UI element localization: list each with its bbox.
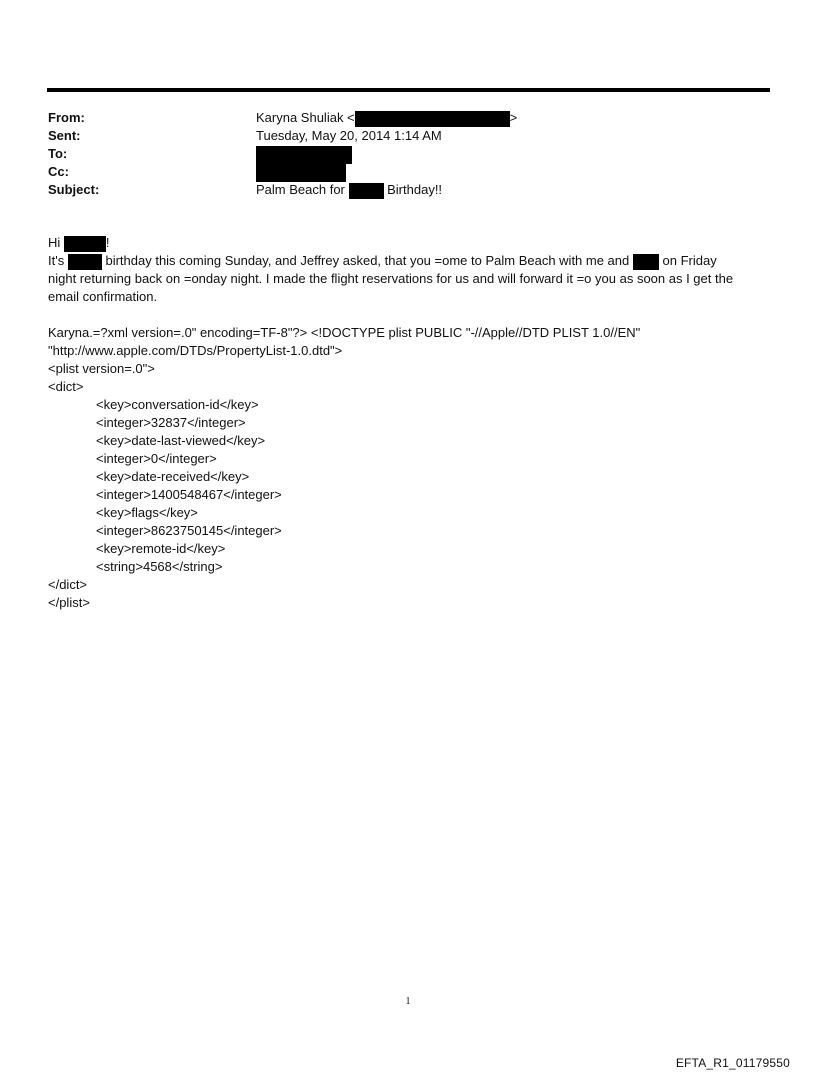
redaction-from-email: [355, 111, 510, 127]
greeting-suffix: !: [105, 235, 110, 250]
to-value: [256, 145, 352, 164]
redaction-to: [256, 146, 352, 164]
document-id: EFTA_R1_01179550: [675, 1056, 790, 1070]
xml-dtd: "http://www.apple.com/DTDs/PropertyList-1.0.dtd">: [48, 343, 343, 358]
dict-entry: <integer>8623750145</integer>: [96, 523, 282, 538]
dict-entry: <key>date-received</key>: [96, 469, 250, 484]
redaction-line1-b: [633, 254, 659, 270]
page-number: 1: [405, 996, 411, 1007]
dict-entry: <key>remote-id</key>: [96, 541, 226, 556]
dict-entry: <integer>32837</integer>: [96, 415, 246, 430]
dict-entry: <integer>1400548467</integer>: [96, 487, 282, 502]
subject-prefix: Palm Beach for: [256, 182, 345, 197]
subject-label: Subject:: [48, 182, 100, 197]
redaction-subject: [349, 183, 384, 199]
dict-entry: <integer>0</integer>: [96, 451, 217, 466]
from-close: >: [509, 110, 518, 125]
dict-entry: <key>date-last-viewed</key>: [96, 433, 266, 448]
dict-open: <dict>: [48, 379, 84, 394]
redaction-greeting: [64, 236, 106, 252]
from-name: Karyna Shuliak <: [256, 110, 355, 125]
blank-line: [48, 306, 770, 324]
cc-value: [256, 163, 346, 182]
redaction-cc: [256, 164, 346, 182]
header-rule: [47, 88, 770, 92]
greeting-line: [48, 234, 770, 252]
dict-entry: <key>flags</key>: [96, 505, 198, 520]
line1-prefix: It's: [48, 253, 65, 268]
line1-end: on Friday: [662, 253, 717, 268]
sent-value: Tuesday, May 20, 2014 1:14 AM: [256, 128, 442, 143]
to-label: To:: [48, 146, 68, 161]
message-line-1: [48, 252, 770, 270]
line1-mid: birthday this coming Sunday, and Jeffrey asked, that you =ome to Palm Beach with me and: [105, 253, 630, 268]
dict-entry: <string>4568</string>: [96, 559, 223, 574]
plist-close: </plist>: [48, 595, 90, 610]
subject-value: [256, 181, 442, 199]
cc-label: Cc:: [48, 164, 69, 179]
from-label: From:: [48, 110, 85, 125]
message-line-3: email confirmation.: [48, 289, 158, 304]
message-line-2: night returning back on =onday night. I made the flight reservations for us and will forward it =o you as soon as I get the: [48, 271, 734, 286]
plist-open: <plist version=.0">: [48, 361, 155, 376]
dict-entry: <key>conversation-id</key>: [96, 397, 259, 412]
from-value: [256, 109, 517, 127]
xml-intro: Karyna.=?xml version=.0" encoding=TF-8"?> <!DOCTYPE plist PUBLIC "-//Apple//DTD PLIST 1.0//EN": [48, 325, 641, 340]
subject-suffix: Birthday!!: [387, 182, 443, 197]
dict-close: </dict>: [48, 577, 88, 592]
redaction-line1-a: [68, 254, 102, 270]
greeting-prefix: Hi: [48, 235, 61, 250]
email-body: [48, 234, 770, 612]
sent-label: Sent:: [48, 128, 81, 143]
